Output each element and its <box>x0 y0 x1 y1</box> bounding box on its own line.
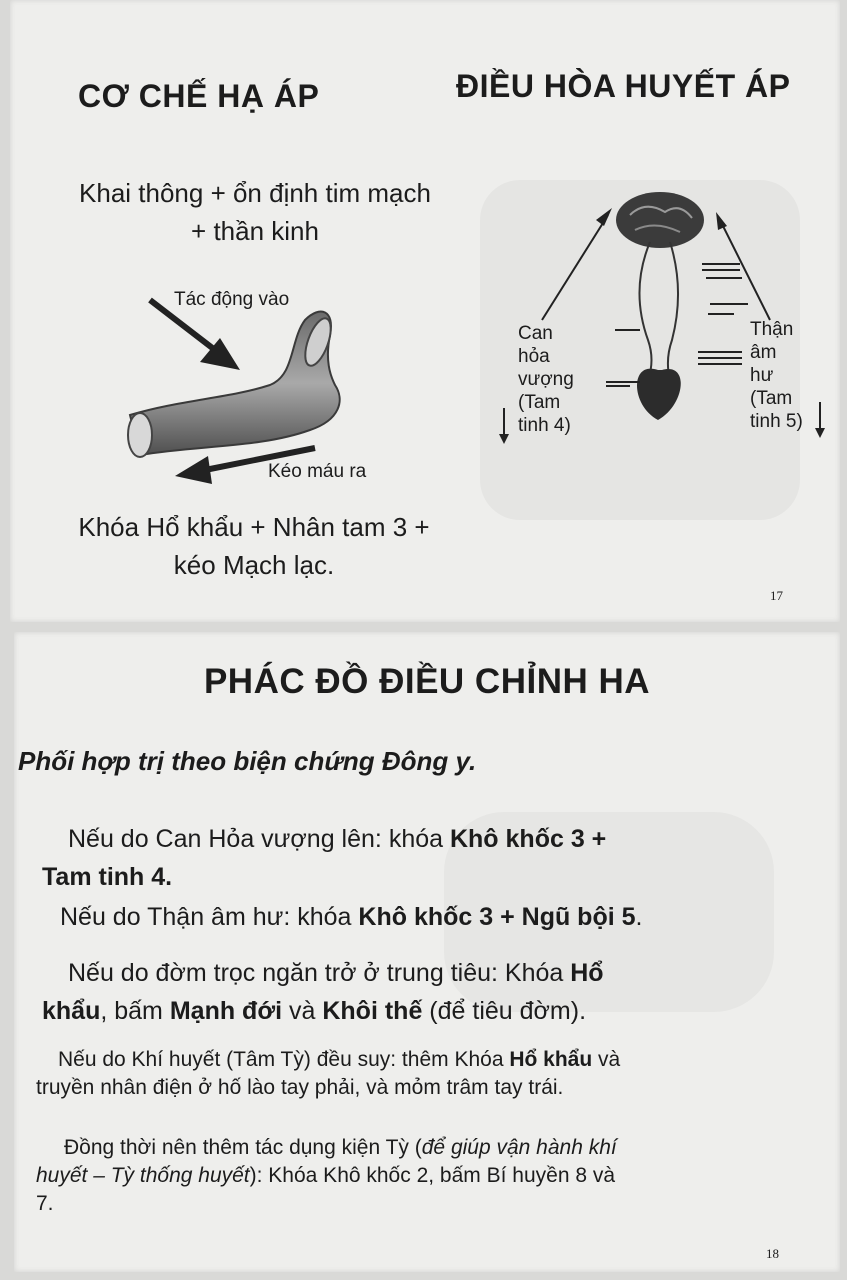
page-title: PHÁC ĐỒ ĐIỀU CHỈNH HA <box>203 662 651 701</box>
label-than-am-hu: Thận âm hư (Tam tinh 5) <box>750 319 803 432</box>
paragraph-can-hoa: Nếu do Can Hỏa vượng lên: khóa Khô khốc 3 + Tam tinh 4. <box>42 825 607 891</box>
label-keo-mau-ra: Kéo máu ra <box>268 461 367 482</box>
brain-shape <box>616 192 704 248</box>
page-18 <box>14 632 840 1272</box>
mechanism-line-2: + thần kinh <box>191 216 319 246</box>
label-tac-dong-vao: Tác động vào <box>174 289 290 310</box>
arrow-up-left <box>542 215 608 320</box>
arrow-up-right-head <box>716 212 727 230</box>
label-can-hoa-vuong: Can hỏa vượng (Tam tinh 4) <box>518 323 574 436</box>
page-number: 17 <box>770 588 783 603</box>
page-17 <box>10 0 840 622</box>
treatment-text <box>34 508 474 584</box>
nerve-left <box>639 242 651 380</box>
mechanism-line-1: Khai thông + ổn định tim mạch <box>79 178 431 208</box>
mechanism-text <box>40 174 470 250</box>
arrow-up-left-head <box>596 208 612 226</box>
paragraph-than-am-hu: Nếu do Thận âm hư: khóa Khô khốc 3 + Ngũ bội 5. <box>60 903 643 931</box>
page-title-right: ĐIỀU HÒA HUYẾT ÁP <box>456 68 791 104</box>
heart-shape <box>637 369 681 420</box>
subtitle: Phối hợp trị theo biện chứng Đông y. <box>18 746 477 776</box>
arrow-out-head <box>175 456 212 484</box>
treatment-line-2: kéo Mạch lạc. <box>173 550 335 580</box>
paragraph-dom-troc: Nếu do đờm trọc ngăn trở ở trung tiêu: Khóa Hổ khẩu, bấm Mạnh đới và Khôi thế (để tiêu đờm). <box>42 959 604 1025</box>
page-title-left: CƠ CHẾ HẠ ÁP <box>78 78 320 114</box>
paragraph-kien-ty: Đồng thời nên thêm tác dụng kiện Tỳ (để giúp vận hành khí huyết – Tỳ thống huyết): Khóa Khô khốc 2, bấm Bí huyền 8 và 7. <box>36 1136 617 1215</box>
nerve-right <box>668 242 678 380</box>
vessel-shape <box>130 312 340 455</box>
vessel-opening <box>128 413 152 457</box>
treatment-line-1: Khóa Hổ khẩu + Nhân tam 3 + <box>78 512 430 542</box>
paragraph-khi-huyet: Nếu do Khí huyết (Tâm Tỳ) đều suy: thêm Khóa Hổ khẩu và truyền nhân điện ở hố lào tay phải, và mỏm trâm tay trái. <box>36 1048 621 1099</box>
page-number: 18 <box>766 1246 779 1261</box>
